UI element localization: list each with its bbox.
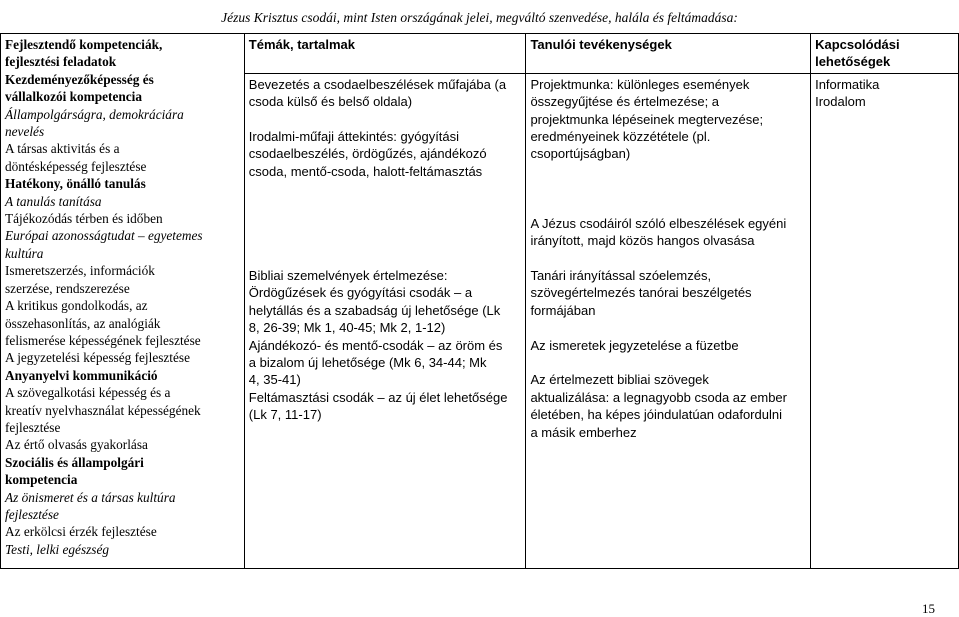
activity-line: projektmunka lépéseinek megtervezése; (530, 111, 764, 127)
col1-head-line: Fejlesztendő kompetenciák, (5, 37, 163, 52)
competency-line: Ismeretszerzés, információk (5, 263, 155, 279)
activities-cell (526, 73, 811, 568)
activity-line: Tanári irányítással szóelemzés, (530, 268, 712, 284)
competency-line: nevelés (5, 124, 45, 140)
activity-line: Projektmunka: különleges események (530, 76, 750, 92)
activity-line: összegyűjtése és értelmezése; a (530, 94, 720, 110)
topic-line: Irodalmi-műfaji áttekintés: gyógyítási (248, 129, 460, 145)
topic-line: Ördögűzések és gyógyítási csodák – a (248, 285, 473, 301)
col4-head-line: Kapcsolódási (815, 37, 900, 52)
competency-line: szerzése, rendszerezése (5, 280, 130, 296)
topic-line: 8, 26-39; Mk 1, 40-45; Mk 2, 1-12) (248, 320, 446, 336)
competency-line: Tájékozódás térben és időben (5, 211, 163, 227)
topic-line: Bevezetés a csodaelbeszélések műfajába (a (248, 76, 507, 92)
table-header-row (1, 34, 959, 74)
competency-line: Kezdeményezőképesség és (5, 71, 154, 87)
competency-line: kreatív nyelvhasználat képességének (5, 402, 201, 418)
competency-line: Az értő olvasás gyakorlása (5, 437, 148, 453)
col1-head-line: fejlesztési feladatok (5, 54, 117, 70)
competency-line: A társas aktivitás és a (5, 141, 120, 157)
topics-cell (244, 73, 526, 568)
competencies-cell (1, 34, 245, 569)
competency-line: Hatékony, önálló tanulás (5, 176, 146, 192)
competency-line: vállalkozói kompetencia (5, 89, 143, 105)
competency-line: Az erkölcsi érzék fejlesztése (5, 524, 157, 540)
activity-line: irányított, majd közös hangos olvasása (530, 233, 755, 249)
competency-line: Állampolgárságra, demokráciára (5, 106, 184, 122)
col4-head-line: lehetőségek (815, 54, 891, 70)
competency-line: Anyanyelvi kommunikáció (5, 367, 158, 383)
page-header: Jézus Krisztus csodái, mint Isten országának jelei, megváltó szenvedése, halála és feltámadása: (221, 10, 738, 25)
topic-line: csodaelbeszélés, ördögűzés, ajándékozó (248, 146, 487, 162)
competency-line: fejlesztése (5, 506, 59, 522)
competency-line: összehasonlítás, az analógiák (5, 315, 161, 331)
curriculum-table (0, 33, 959, 569)
topic-line: 4, 35-41) (248, 372, 301, 388)
col4-header (811, 34, 959, 74)
competency-line: Az önismeret és a társas kultúra (5, 489, 176, 505)
activity-line: a másik emberhez (530, 424, 637, 440)
activity-line: életében, ha képes jóindulatúan odafordulni (530, 407, 782, 423)
competency-line: fejlesztése (5, 419, 61, 435)
competency-line: felismerése képességének fejlesztése (5, 332, 201, 348)
activity-line: A Jézus csodáiról szóló elbeszélések egyéni (530, 215, 787, 231)
topic-line: Bibliai szemelvények értelmezése: (248, 268, 448, 284)
topic-line: Feltámasztási csodák – az új élet lehetősége (248, 389, 508, 405)
competency-line: Testi, lelki egészség (5, 541, 110, 557)
activity-line: formájában (530, 302, 596, 318)
competency-line: kompetencia (5, 472, 78, 488)
competency-line: A tanulás tanítása (5, 193, 102, 209)
connection-line: Informatika (815, 76, 880, 92)
col3-header: Tanulói tevékenységek (526, 34, 811, 74)
topic-line: csoda, mentő-csoda, halott-feltámasztás (248, 163, 483, 179)
activity-line: aktualizálása: a legnagyobb csoda az ember (530, 389, 787, 405)
competency-line: Európai azonosságtudat – egyetemes (5, 228, 203, 244)
competency-line: A szövegalkotási képesség és a (5, 385, 171, 401)
competency-line: kultúra (5, 245, 44, 261)
activity-line: Az értelmezett bibliai szövegek (530, 372, 709, 388)
competency-line: A jegyzetelési képesség fejlesztése (5, 350, 190, 366)
competency-line: A kritikus gondolkodás, az (5, 298, 148, 314)
topic-line: (Lk 7, 11-17) (248, 407, 322, 423)
activity-line: eredményeinek közzététele (pl. (530, 129, 711, 145)
competency-line: Szociális és állampolgári (5, 454, 144, 470)
col2-header: Témák, tartalmak (244, 34, 526, 74)
activity-line: szövegértelmezés tanórai beszélgetés (530, 285, 752, 301)
connection-line: Irodalom (815, 94, 866, 110)
topic-line: helytállás és a szabadság új lehetősége (Lk (248, 302, 501, 318)
topic-line: csoda külső és belső oldala) (248, 94, 413, 110)
topic-line: a bizalom új lehetősége (Mk 6, 34-44; Mk (248, 355, 487, 371)
activity-line: Az ismeretek jegyzetelése a füzetbe (530, 337, 739, 353)
activity-line: csoportújságban) (530, 146, 631, 162)
topic-line: Ajándékozó- és mentő-csodák – az öröm és (248, 337, 503, 353)
connections-cell (811, 73, 959, 568)
competency-line: döntésképesség fejlesztése (5, 158, 147, 174)
page-number: 15 (922, 601, 935, 616)
